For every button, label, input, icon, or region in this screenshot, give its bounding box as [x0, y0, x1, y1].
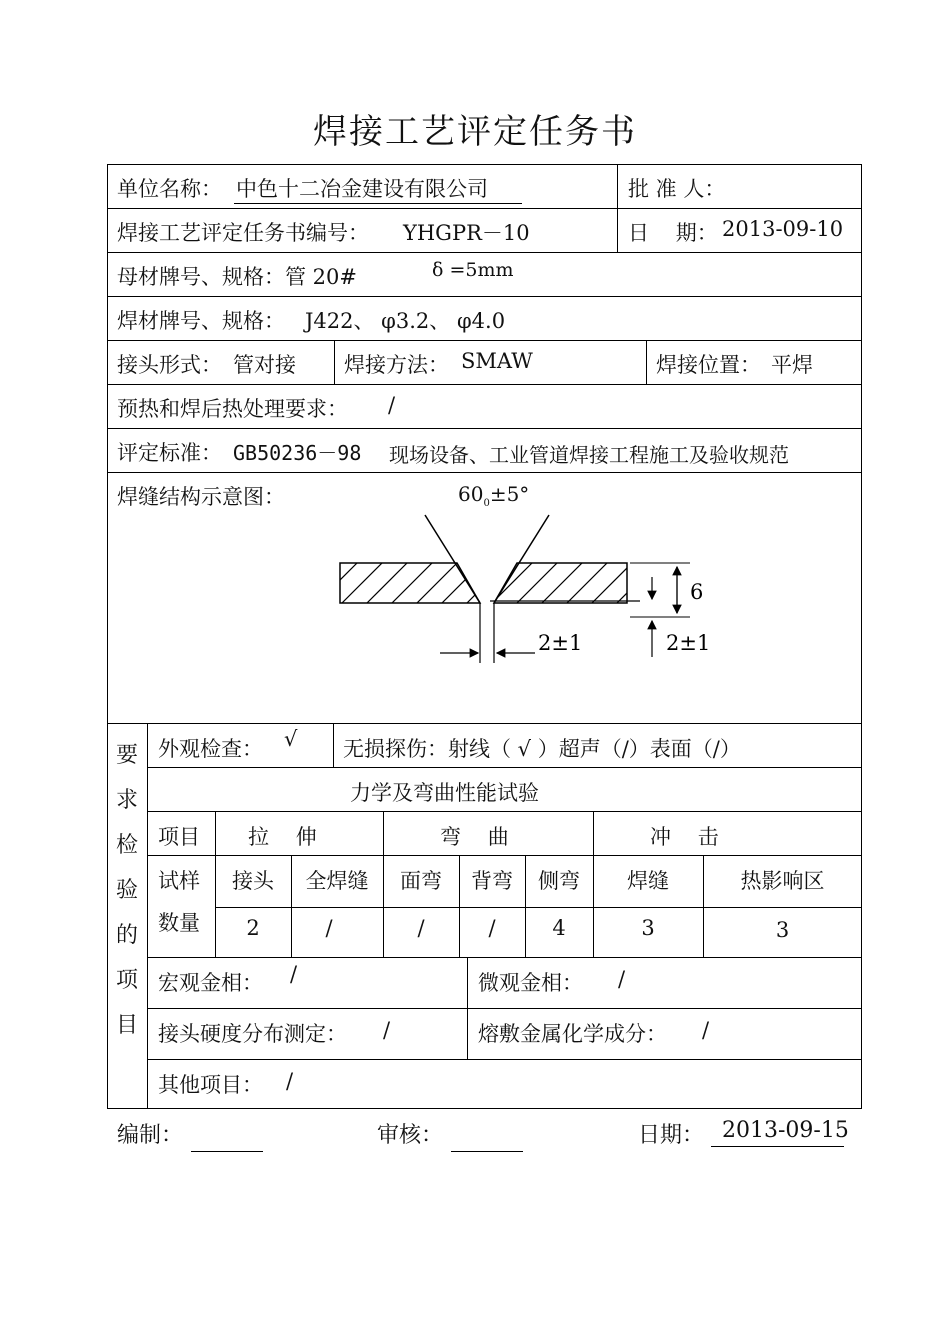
- footer-date-value: 2013-09-15: [722, 1118, 849, 1143]
- col-face-bend: 面弯: [400, 869, 442, 893]
- row-divider: [107, 296, 862, 297]
- page-title: 焊接工艺评定任务书: [313, 112, 637, 152]
- row-divider: [107, 208, 862, 209]
- gap-label: 2±1: [538, 631, 583, 655]
- root-label: 2±1: [666, 631, 711, 655]
- col-divider: [646, 340, 647, 384]
- visual-label: 外观检查：: [158, 737, 263, 761]
- review-label: 审核：: [377, 1123, 444, 1148]
- standard-label: 评定标准：: [117, 441, 222, 465]
- row-divider: [147, 811, 862, 812]
- qty-haz: 3: [775, 918, 790, 942]
- sample-label: 试样: [158, 869, 200, 893]
- chem-label: 熔敷金属化学成分：: [478, 1022, 667, 1046]
- standard-code: GB50236－98: [233, 441, 362, 465]
- qty-face-bend: /: [417, 916, 425, 940]
- chem-value: /: [702, 1018, 710, 1042]
- row-divider: [215, 907, 862, 908]
- macro-label: 宏观金相：: [158, 971, 263, 995]
- heat-label: 预热和焊后热处理要求：: [117, 397, 348, 421]
- mech-title: 力学及弯曲性能试验: [350, 781, 539, 805]
- col-divider: [334, 340, 335, 384]
- req-char: 项: [115, 968, 138, 993]
- task-no-value: YHGPR－10: [403, 221, 530, 245]
- row-divider: [107, 340, 862, 341]
- qty-all-weld: /: [325, 916, 333, 940]
- col-weld: 焊缝: [627, 869, 669, 893]
- hardness-label: 接头硬度分布测定：: [158, 1022, 347, 1046]
- col-divider: [617, 164, 618, 252]
- date-label: 日 期：: [628, 221, 718, 245]
- diagram-label: 焊缝结构示意图：: [117, 485, 285, 509]
- req-char: 目: [115, 1013, 138, 1038]
- col-back-bend: 背弯: [471, 869, 513, 893]
- approver-label: 批 准 人：: [628, 177, 726, 201]
- row-divider: [107, 472, 862, 473]
- review-signature-line[interactable]: [451, 1151, 523, 1152]
- col-joint: 接头: [232, 869, 274, 893]
- requirement-column: [110, 733, 144, 1048]
- position-value: 平焊: [771, 353, 813, 377]
- date-value: 2013-09-10: [722, 217, 844, 241]
- ndt-text: 无损探伤：射线（ √ ）超声（/）表面（/）: [343, 737, 741, 761]
- standard-name: 现场设备、工业管道焊接工程施工及验收规范: [389, 443, 789, 467]
- footer-date-label: 日期：: [638, 1123, 705, 1148]
- qty-joint: 2: [246, 916, 260, 940]
- req-char: 求: [115, 788, 138, 813]
- req-char: 的: [115, 923, 138, 948]
- req-char: 检: [115, 833, 138, 858]
- req-char: 要: [115, 743, 138, 768]
- row-divider: [107, 723, 862, 724]
- qty-side-bend: 4: [552, 916, 566, 940]
- col-all-weld: 全焊缝: [305, 869, 369, 893]
- row-divider: [147, 1008, 862, 1009]
- compile-signature-line[interactable]: [191, 1151, 263, 1152]
- row-divider: [107, 384, 862, 385]
- hardness-value: /: [383, 1018, 391, 1042]
- qty-weld: 3: [641, 916, 655, 940]
- method-value: SMAW: [461, 349, 533, 373]
- other-value: /: [286, 1069, 294, 1093]
- unit-value: 中色十二冶金建设有限公司: [236, 177, 488, 201]
- filler-label: 焊材牌号、规格：: [117, 309, 285, 333]
- base-metal-thickness: δ =5mm: [432, 259, 514, 281]
- row-divider: [147, 957, 862, 958]
- heat-value: /: [388, 393, 396, 417]
- row-divider: [147, 1059, 862, 1060]
- joint-label: 接头形式：: [117, 353, 222, 377]
- row-divider: [107, 428, 862, 429]
- tensile-header: 拉 伸: [248, 825, 317, 849]
- bend-header: 弯 曲: [440, 825, 509, 849]
- col-divider: [333, 723, 334, 767]
- task-no-label: 焊接工艺评定任务书编号：: [117, 221, 369, 245]
- position-label: 焊接位置：: [656, 353, 761, 377]
- joint-value: 管对接: [233, 353, 296, 377]
- unit-underline: [234, 203, 522, 204]
- footer-date-underline: [711, 1146, 844, 1147]
- row-divider: [107, 252, 862, 253]
- col-divider: [147, 723, 148, 1109]
- macro-value: /: [290, 962, 298, 986]
- filler-value: J422、 φ3.2、 φ4.0: [305, 309, 506, 333]
- qty-label: 数量: [158, 911, 200, 935]
- other-label: 其他项目：: [158, 1073, 263, 1097]
- row-divider: [147, 767, 862, 768]
- item-header: 项目: [158, 825, 200, 849]
- micro-value: /: [618, 967, 626, 991]
- method-label: 焊接方法：: [344, 353, 449, 377]
- thickness-label: 6: [690, 580, 704, 604]
- weld-groove-diagram: [330, 505, 740, 675]
- visual-value: √: [284, 727, 298, 751]
- base-metal-label: 母材牌号、规格：: [117, 265, 285, 289]
- impact-header: 冲 击: [650, 825, 719, 849]
- req-char: 验: [115, 878, 138, 903]
- col-side-bend: 侧弯: [538, 869, 580, 893]
- compile-label: 编制：: [117, 1123, 184, 1148]
- groove-angle: $60_0\pm 5^\circ$: [458, 482, 530, 509]
- unit-label: 单位名称：: [117, 177, 222, 201]
- qty-back-bend: /: [488, 916, 496, 940]
- col-divider: [467, 957, 468, 1059]
- col-haz: 热影响区: [740, 869, 825, 893]
- micro-label: 微观金相：: [478, 971, 583, 995]
- base-metal-value: 管 20#: [285, 265, 357, 289]
- row-divider: [147, 855, 862, 856]
